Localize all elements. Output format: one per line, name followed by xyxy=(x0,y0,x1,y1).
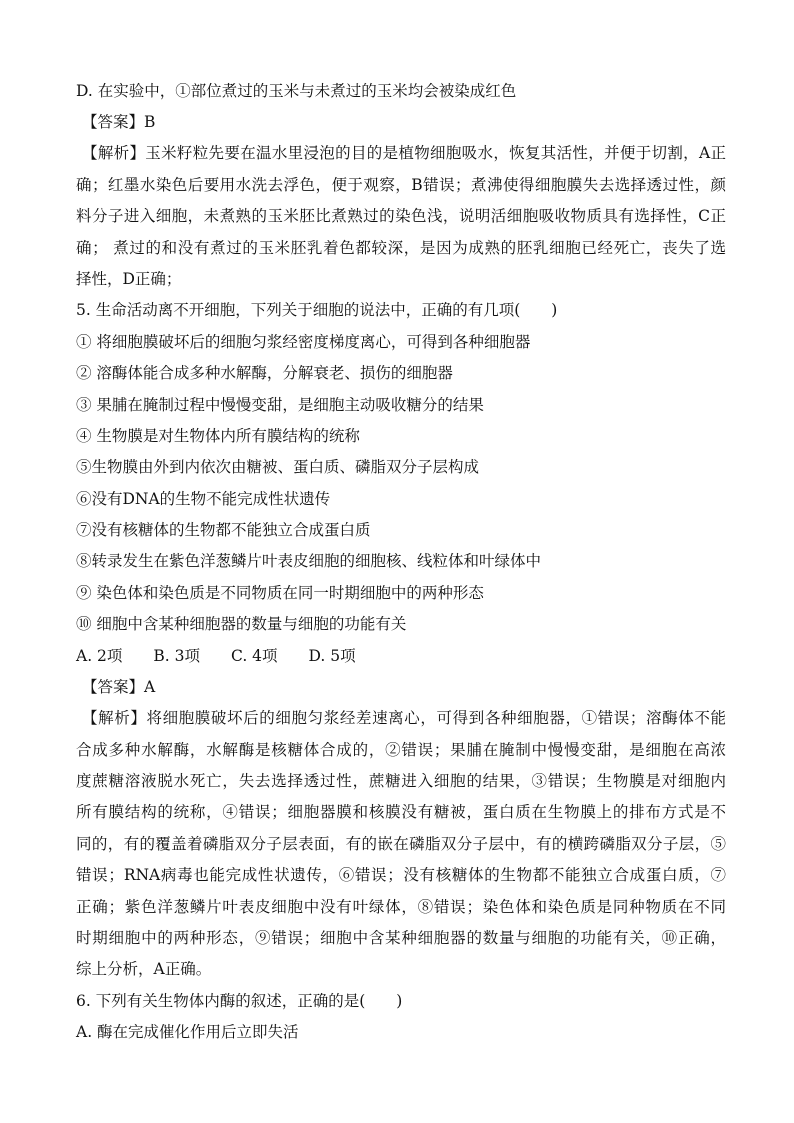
q4-option-d: D. 在实验中，①部位煮过的玉米与未煮过的玉米均会被染成红色 xyxy=(76,82,517,100)
q5-analysis-line-1: 【解析】将细胞膜破坏后的细胞匀浆经差速离心，可得到各种细胞器，①错误；溶酶体不能 xyxy=(82,709,726,727)
q5-answer: 【答案】A xyxy=(82,678,156,696)
q5-statement-3: ③ 果脯在腌制过程中慢慢变甜，是细胞主动吸收糖分的结果 xyxy=(76,396,484,414)
q5-analysis-line-2: 合成多种水解酶，水解酶是核糖体合成的，②错误；果脯在腌制中慢慢变甜，是细胞在高浓 xyxy=(76,741,726,759)
q5-statement-1: ① 将细胞膜破坏后的细胞匀浆经密度梯度离心，可得到各种细胞器 xyxy=(76,333,531,351)
q5-statement-7: ⑦没有核糖体的生物都不能独立合成蛋白质 xyxy=(76,521,371,539)
q5-analysis-line-3: 度蔗糖溶液脱水死亡，失去选择透过性，蔗糖进入细胞的结果，③错误；生物膜是对细胞内 xyxy=(76,772,726,790)
q5-statement-5: ⑤生物膜由外到内依次由糖被、蛋白质、磷脂双分子层构成 xyxy=(76,458,480,476)
q5-statement-9: ⑨ 染色体和染色质是不同物质在同一时期细胞中的两种形态 xyxy=(76,584,484,602)
q5-analysis-line-4: 所有膜结构的统称，④错误；细胞器膜和核膜没有糖被，蛋白质在生物膜上的排布方式是不 xyxy=(76,803,726,821)
q5-analysis-line-7: 正确；紫色洋葱鳞片叶表皮细胞中没有叶绿体，⑧错误；染色体和染色质是同种物质在不同 xyxy=(76,898,726,916)
q5-analysis-line-9: 综上分析，A正确。 xyxy=(76,960,212,978)
q5-stem: 5. 生命活动离不开细胞，下列关于细胞的说法中，正确的有几项( ) xyxy=(76,301,558,319)
q6-stem: 6. 下列有关生物体内酶的叙述，正确的是( ) xyxy=(76,992,403,1010)
q6-option-a: A. 酶在完成催化作用后立即失活 xyxy=(76,1023,299,1041)
q4-answer: 【答案】B xyxy=(82,113,156,131)
q5-statement-10: ⑩ 细胞中含某种细胞器的数量与细胞的功能有关 xyxy=(76,615,407,633)
q4-analysis-line-4: 确； 煮过的和没有煮过的玉米胚乳着色都较深，是因为成熟的胚乳细胞已经死亡，丧失了选 xyxy=(76,239,726,257)
q5-statement-6: ⑥没有DNA的生物不能完成性状遗传 xyxy=(76,490,331,508)
q5-analysis-line-8: 时期细胞中的两种形态，⑨错误；细胞中含某种细胞器的数量与细胞的功能有关，⑩正确， xyxy=(76,929,726,947)
q4-analysis-line-2: 确；红墨水染色后要用水洗去浮色，便于观察，B错误；煮沸使得细胞膜失去选择透过性，颜 xyxy=(76,176,726,194)
q5-statement-4: ④ 生物膜是对生物体内所有膜结构的统称 xyxy=(76,427,360,445)
q5-options: A. 2项 B. 3项 C. 4项 D. 5项 xyxy=(76,647,356,665)
q4-analysis-line-3: 料分子进入细胞，未煮熟的玉米胚比煮熟过的染色浅，说明活细胞吸收物质具有选择性，C正 xyxy=(76,207,726,225)
q5-analysis-line-6: 错误；RNA病毒也能完成性状遗传，⑥错误；没有核糖体的生物都不能独立合成蛋白质，⑦ xyxy=(76,866,726,884)
q5-statement-2: ② 溶酶体能合成多种水解酶，分解衰老、损伤的细胞器 xyxy=(76,364,453,382)
q4-analysis-line-5: 择性，D正确； xyxy=(76,270,182,288)
q5-statement-8: ⑧转录发生在紫色洋葱鳞片叶表皮细胞的细胞核、线粒体和叶绿体中 xyxy=(76,552,542,570)
q5-analysis-line-5: 同的，有的覆盖着磷脂双分子层表面，有的嵌在磷脂双分子层中，有的横跨磷脂双分子层，⑤ xyxy=(76,835,726,853)
q4-analysis-line-1: 【解析】玉米籽粒先要在温水里浸泡的目的是植物细胞吸水，恢复其活性，并便于切割，A正 xyxy=(82,144,726,162)
